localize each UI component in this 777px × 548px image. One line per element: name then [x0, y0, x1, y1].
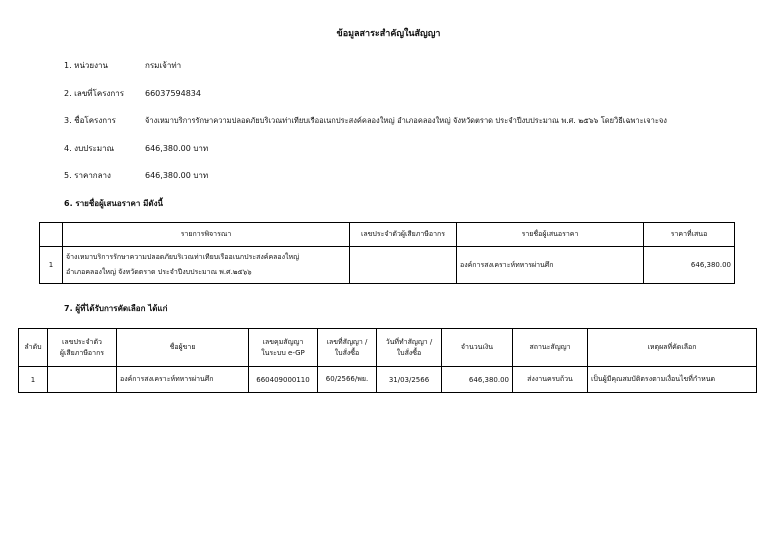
table-header-row: [40, 223, 735, 247]
document-title: ข้อมูลสาระสำคัญในสัญญา: [336, 29, 441, 39]
item-line: อำเภอคลองใหญ่ จังหวัดตราด ประจำปีงบประมาณ พ.ศ.๒๕๖๖: [66, 268, 252, 276]
header-line: ผู้เสียภาษีอากร: [59, 348, 105, 357]
price-cell: 646,380.00: [644, 247, 735, 284]
section-bidders-heading: 6. รายชื่อผู้เสนอราคา มีดังนี้: [64, 199, 163, 208]
info-value: กรมเจ้าท่า: [145, 61, 182, 70]
info-label: 4. งบประมาณ: [64, 144, 115, 153]
info-value: จ้างเหมาบริการรักษาความปลอดภัยบริเวณท่าเทียบเรืออเนกประสงค์คลองใหญ่ อำเภอคลองใหญ่ จังหวัดตราด ประจำปีงบประมาณ พ.ศ. ๒๕๖๖ โดยวิธีเฉพาะเจาะจง: [145, 116, 667, 125]
document-number-cell: 60/2566/พย.: [318, 367, 377, 393]
header-line: เลขที่สัญญา /: [326, 337, 368, 346]
header-line: เลขคุมสัญญา: [262, 337, 304, 346]
tax-id-cell: [350, 247, 457, 284]
col-header: จำนวนเงิน: [442, 329, 513, 367]
row-number: 1: [40, 247, 63, 284]
status-cell: ส่งงานครบถ้วน: [513, 367, 588, 393]
col-header: สถานะสัญญา: [513, 329, 588, 367]
col-header: ชื่อผู้ขาย: [117, 329, 249, 367]
col-header: ลำดับ: [19, 329, 48, 367]
col-header: ราคาที่เสนอ: [644, 223, 735, 247]
bidder-cell: องค์การสงเคราะห์ทหารผ่านศึก: [457, 247, 644, 284]
section-selected-heading: 7. ผู้ที่ได้รับการคัดเลือก ได้แก่: [64, 304, 168, 313]
col-header: [377, 329, 442, 367]
header-line: ใบสั่งซื้อ: [334, 348, 360, 357]
col-header: เลขประจำตัวผู้เสียภาษีอากร: [350, 223, 457, 247]
info-label: 1. หน่วยงาน: [64, 61, 108, 70]
amount-cell: 646,380.00: [442, 367, 513, 393]
info-agency: [64, 61, 181, 71]
col-header: [249, 329, 318, 367]
reason-cell: เป็นผู้มีคุณสมบัติตรงตามเงื่อนไขที่กำหนด: [588, 367, 757, 393]
info-value: 66037594834: [145, 89, 201, 98]
contract-date-cell: 31/03/2566: [377, 367, 442, 393]
col-header: [48, 329, 117, 367]
item-line: จ้างเหมาบริการรักษาความปลอดภัยบริเวณท่าเทียบเรืออเนกประสงค์คลองใหญ่: [66, 253, 300, 261]
row-number: 1: [19, 367, 48, 393]
header-line: วันที่ทำสัญญา /: [385, 337, 433, 346]
col-header: รายชื่อผู้เสนอราคา: [457, 223, 644, 247]
info-label: 5. ราคากลาง: [64, 171, 111, 180]
col-header: [318, 329, 377, 367]
contract-number-cell: 660409000110: [249, 367, 318, 393]
table-row: [19, 367, 757, 393]
info-project-name: [64, 116, 667, 126]
bidders-table: [39, 222, 735, 284]
header-line: ในระบบ e-GP: [261, 348, 305, 357]
info-budget: [64, 144, 208, 154]
tax-id-cell: [48, 367, 117, 393]
header-line: ใบสั่งซื้อ: [396, 348, 422, 357]
seller-cell: องค์การสงเคราะห์ทหารผ่านศึก: [117, 367, 249, 393]
table-header-row: [19, 329, 757, 367]
selected-vendor-table: [18, 328, 757, 393]
header-line: เลขประจำตัว: [62, 337, 102, 346]
info-label: 2. เลขที่โครงการ: [64, 89, 125, 98]
col-header: รายการพิจารณา: [63, 223, 350, 247]
col-header: เหตุผลที่คัดเลือก: [588, 329, 757, 367]
info-label: 3. ชื่อโครงการ: [64, 116, 116, 125]
info-median-price: [64, 171, 208, 181]
table-row: [40, 247, 735, 284]
item-cell: [63, 247, 350, 284]
info-value: 646,380.00 บาท: [145, 144, 209, 153]
info-project-number: [64, 89, 201, 99]
col-header: [40, 223, 63, 247]
info-value: 646,380.00 บาท: [145, 171, 209, 180]
